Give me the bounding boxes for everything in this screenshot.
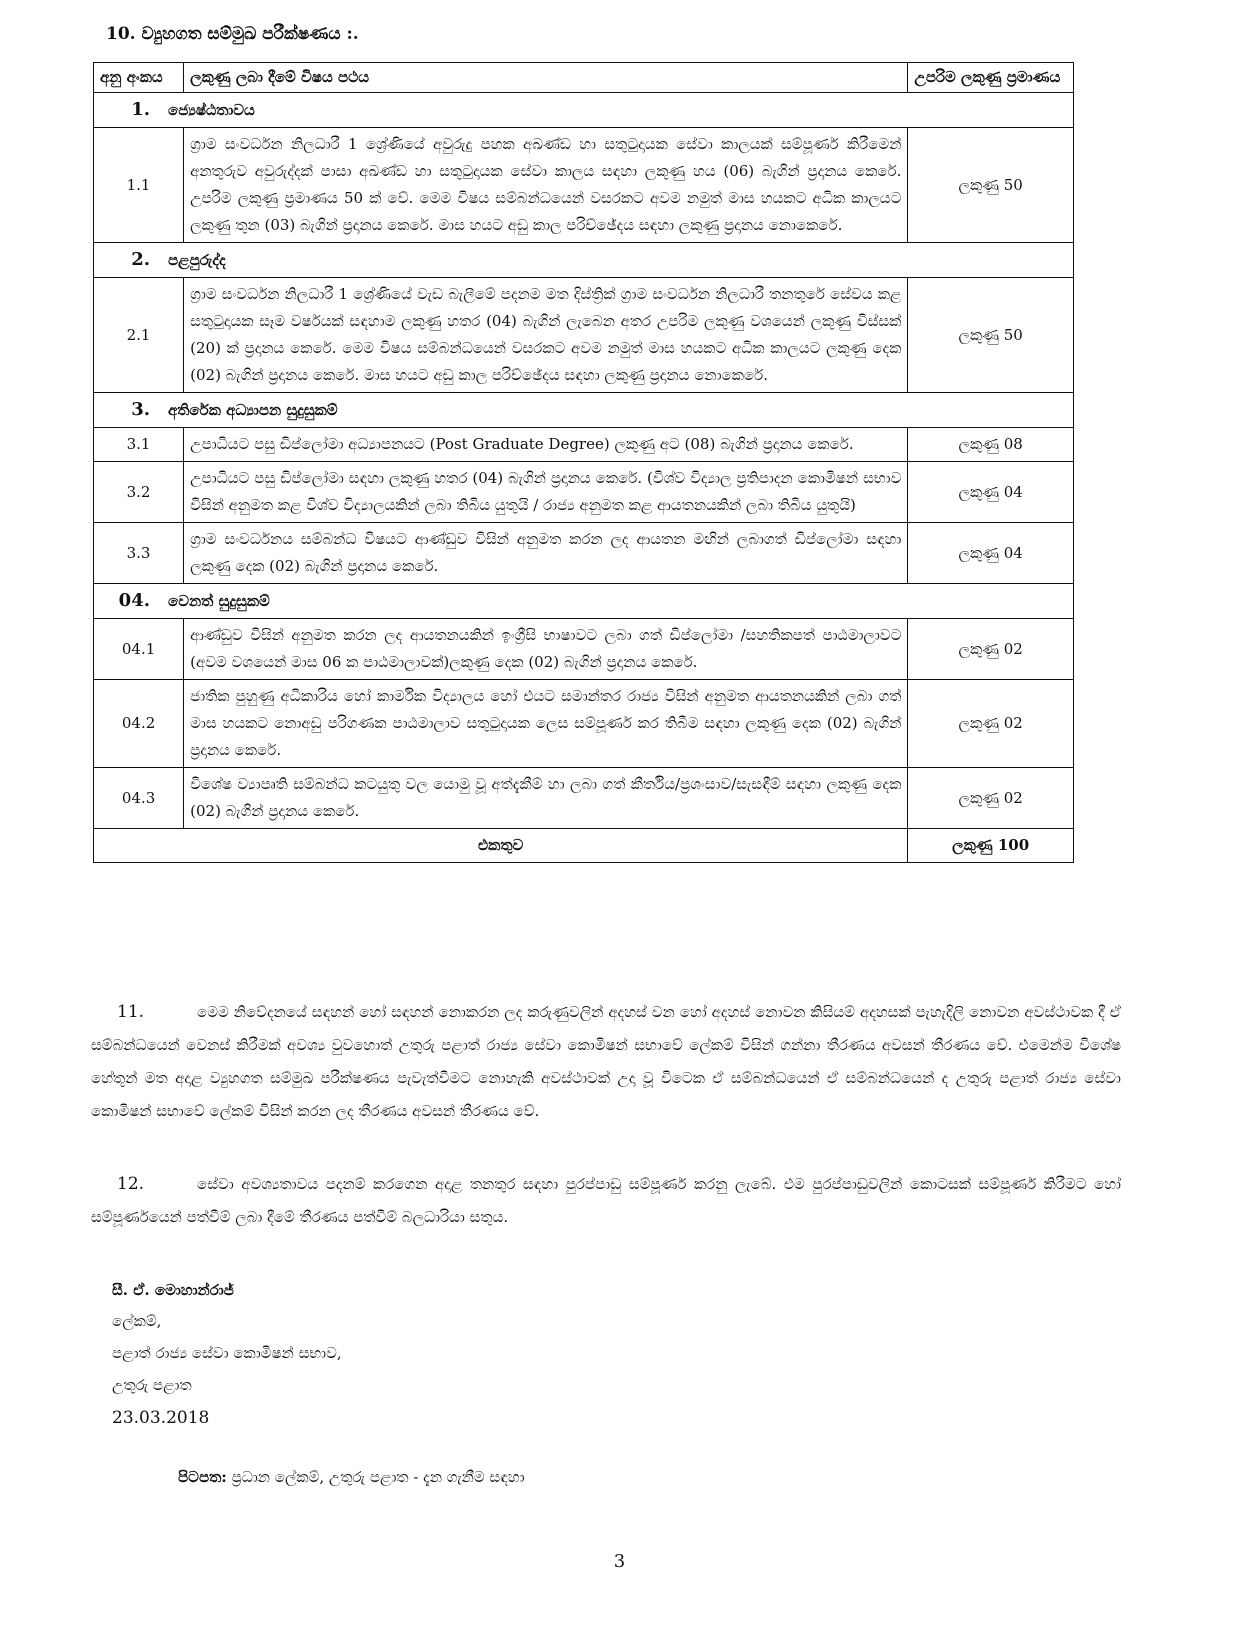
row-marks: ලකුණු 08	[908, 428, 1074, 462]
copy-recipient: ප්‍රධාන ලේකම්, උතුරු පළාත - දැන ගැනීම සඳහා	[231, 1468, 525, 1486]
group-number: 04.	[118, 590, 150, 611]
header-max-marks: උපරිම ලකුණු ප්‍රමාණය	[908, 63, 1074, 93]
group-title: වෙනත් සුදුසුකම්	[168, 592, 270, 610]
table-row	[94, 523, 1074, 584]
copy-to-line	[178, 1468, 525, 1486]
table-row	[94, 619, 1074, 680]
row-description: ජාතික පුහුණු අධිකාරිය හෝ කාර්මික විද්‍යාලය හෝ එයට සමාන්තර රාජ්‍ය විසින් අනුමත ආයතනයකින් ලබා ගත් මාස හයකට නොඅඩු පරිගණක පාඨමාලාව සතුටුදායක ලෙස සම්පූර්ණ කර තිබීම සඳහා ලකුණු දෙක (02) බැගින් ප්‍රදානය කෙරේ.	[184, 680, 908, 768]
row-marks: ලකුණු 04	[908, 523, 1074, 584]
signatory-title: ලේකම්,	[112, 1312, 162, 1330]
row-serial: 2.1	[94, 278, 184, 393]
row-marks: ලකුණු 02	[908, 619, 1074, 680]
row-description: විශේෂ ව්‍යාපෘති සම්බන්ධ කටයුතු වල යොමු වූ අත්දැකීම් හා ලබා ගත් කීර්තිය/ප්‍රශංසාව/සැසඳීම් සඳහා ලකුණු දෙක (02) බැගින් ප්‍රදානය කෙරේ.	[184, 768, 908, 829]
table-row	[94, 462, 1074, 523]
group-row-additional-education	[94, 393, 1074, 428]
paragraph-number: 11.	[117, 1002, 145, 1022]
group-number: 1.	[131, 99, 150, 120]
table-header-row	[94, 63, 1074, 93]
row-serial: 3.3	[94, 523, 184, 584]
signatory-province: උතුරු පළාත	[112, 1376, 192, 1394]
row-description: ග්‍රාම සංවර්ධන නිලධාරී 1 ශ්‍රේණියේ අවුරුදු පහක අඛණ්ඩ හා සතුටුදායක සේවා කාලයක් සම්පූර්ණ කිරීමෙන් අනතුරුව අවුරුද්දක් පාසා අඛණ්ඩ හා සතුටුදායක සේවා කාලය සඳහා ලකුණු හය (06) බැගින් ප්‍රදානය කෙරේ. උපරිම ලකුණු ප්‍රමාණය 50 ක් වේ. මෙම විෂය සම්බන්ධයෙන් වසරකට අවම නමුත් මාස හයකට අධික කාලයට ලකුණු තුන (03) බැගින් ප්‍රදානය කෙරේ. මාස හයට අඩු කාල පරිච්ඡේදය සඳහා ලකුණු ප්‍රදානය නොකෙරේ.	[184, 128, 908, 243]
row-marks: ලකුණු 02	[908, 768, 1074, 829]
row-serial: 04.3	[94, 768, 184, 829]
row-serial: 04.1	[94, 619, 184, 680]
row-marks: ලකුණු 02	[908, 680, 1074, 768]
signatory-office: පළාත් රාජ්‍ය සේවා කොමිෂන් සභාව,	[112, 1344, 342, 1362]
total-row	[94, 829, 1074, 863]
row-description: උපාධියට පසු ඩිප්ලෝමා අධ්‍යාපනයට (Post Graduate Degree) ලකුණු අට (08) බැගින් ප්‍රදානය කෙරේ.	[184, 428, 908, 462]
table-row	[94, 278, 1074, 393]
row-serial: 3.1	[94, 428, 184, 462]
header-serial-no: අනු අංකය	[94, 63, 184, 93]
row-description: ග්‍රාම සංවර්ධන නිලධාරී 1 ශ්‍රේණියේ වැඩ බැලීමේ පදනම මත දිස්ත්‍රික් ග්‍රාම සංවර්ධන නිලධාරී තනතුරේ සේවය කළ සතුටුදායක සෑම වර්ෂයක් සඳහාම ලකුණු හතර (04) බැගින් ලැබෙන අතර උපරිම ලකුණු වශයෙන් ලකුණු විස්සක් (20) ක් ප්‍රදානය කෙරේ. මෙම විෂය සම්බන්ධයෙන් වසරකට අවම නමුත් මාස හයකට අධික කාලයට ලකුණු දෙක (02) බැගින් ප්‍රදානය කෙරේ. මාස හයට අඩු කාල පරිච්ඡේදය සඳහා ලකුණු ප්‍රදානය නොකෙරේ.	[184, 278, 908, 393]
paragraph-number: 12.	[117, 1174, 145, 1194]
page-number: 3	[613, 1551, 626, 1572]
group-number: 3.	[131, 399, 150, 420]
table-row	[94, 128, 1074, 243]
group-title: පළපුරුද්ද	[168, 251, 226, 269]
copy-label: පිටපත:	[178, 1468, 227, 1486]
marks-table	[93, 62, 1074, 863]
row-marks: ලකුණු 50	[908, 278, 1074, 393]
table-row	[94, 680, 1074, 768]
row-marks: ලකුණු 04	[908, 462, 1074, 523]
group-row-other-qualifications	[94, 584, 1074, 619]
group-row-experience	[94, 243, 1074, 278]
row-description: උපාධියට පසු ඩිප්ලෝමා සඳහා ලකුණු හතර (04) බැගින් ප්‍රදානය කෙරේ. (විශ්ව විද්‍යාල ප්‍රතිපාදන කොමිෂන් සභාව විසින් අනුමත කළ විශ්ව විද්‍යාලයකින් ලබා තිබිය යුතුයි / රාජ්‍ය අනුමත කළ ආයතනයකින් ලබා තිබිය යුතුයි)	[184, 462, 908, 523]
group-title: අතිරේක අධ්‍යාපන සුදුසුකම්	[168, 401, 338, 419]
row-serial: 3.2	[94, 462, 184, 523]
group-number: 2.	[131, 249, 150, 270]
header-subject: ලකුණු ලබා දීමේ විෂය පථය	[184, 63, 908, 93]
row-description: ග්‍රාම සංවර්ධනය සම්බන්ධ විෂයට ආණ්ඩුව විසින් අනුමත කරන ලද ආයතන මඟින් ලබාගත් ඩිප්ලෝමා සඳහා ලකුණු දෙක (02) බැගින් ප්‍රදානය කෙරේ.	[184, 523, 908, 584]
paragraph-text: සේවා අවශ්‍යතාවය පදනම් කරගෙන අදාළ තනතුර සඳහා පුරප්පාඩු සම්පූර්ණ කරනු ලැබේ. එම පුරප්පාඩුවලින් කොටසක් සම්පූර්ණ කිරීමට හෝ සම්පූර්ණයෙන් පත්වීම් ලබා දීමේ තීරණය පත්වීම් බලධාරියා සතුය.	[91, 1175, 1121, 1226]
paragraph-11	[91, 996, 1121, 1128]
total-value: ලකුණු 100	[908, 829, 1074, 863]
signatory-name: සී. ඒ. මොහාන්රාජ්	[112, 1281, 234, 1299]
row-serial: 1.1	[94, 128, 184, 243]
paragraph-text: මෙම නිවේදනයේ සඳහන් හෝ සඳහන් නොකරන ලද කරුණුවලින් අදහස් වන හෝ අදහස් නොවන කිසියම් අදහසක් පැහැදිලි නොවන අවස්ථාවක දී ඒ සම්බන්ධයෙන් වෙනස් කිරීමක් අවශ්‍ය වුවහොත් උතුරු පළාත් රාජ්‍ය සේවා කොමිෂන් සභාවේ ලේකම් විසින් ගන්නා තීරණය අවසන් තීරණය වේ. එමෙන්ම විශේෂ හේතූන් මත අදාළ ව්‍යුහගත සම්මුඛ පරීක්ෂණය පැවැත්වීමට නොහැකි අවස්ථාවක් උදා වූ විටෙක ඒ සම්බන්ධයෙන් ඒ සම්බන්ධයෙන් ද උතුරු පළාත් රාජ්‍ය සේවා කොමිෂන් සභාවේ ලේකම් විසින් කරන ලද තීරණය අවසන් තීරණය වේ.	[91, 1003, 1121, 1120]
group-row-seniority	[94, 93, 1074, 128]
row-marks: ලකුණු 50	[908, 128, 1074, 243]
group-title: ජ්‍යෙෂ්ඨතාවය	[168, 101, 255, 119]
total-label: එකතුව	[94, 829, 908, 863]
table-row	[94, 768, 1074, 829]
row-serial: 04.2	[94, 680, 184, 768]
signature-date: 23.03.2018	[112, 1408, 210, 1428]
section-heading: 10. ව්‍යුහගත සම්මුඛ පරීක්ෂණය :.	[106, 24, 359, 44]
table-row	[94, 428, 1074, 462]
paragraph-12	[91, 1168, 1121, 1234]
row-description: ආණ්ඩුව විසින් අනුමත කරන ලද ආයතනයකින් ඉංග්‍රීසි භාෂාවට ලබා ගත් ඩිප්ලෝමා /සහතිකපත් පාඨමාලාවට (අවම වශයෙන් මාස 06 ක පාඨමාලාවක්)ලකුණු දෙක (02) බැගින් ප්‍රදානය කෙරේ.	[184, 619, 908, 680]
